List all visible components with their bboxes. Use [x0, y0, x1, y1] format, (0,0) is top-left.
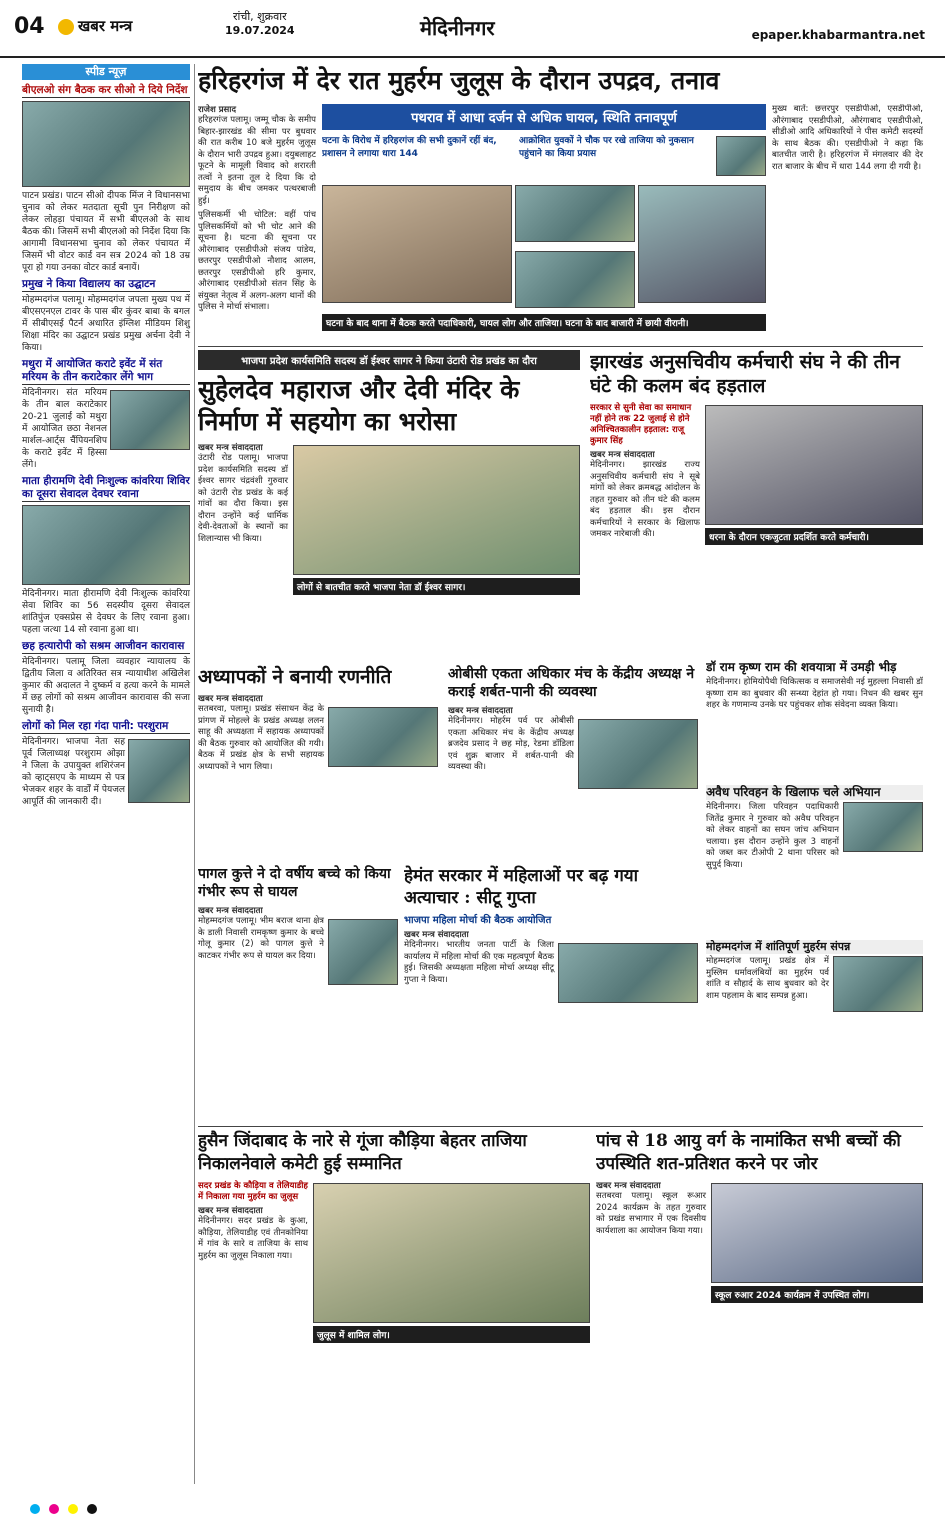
- story-muharram-mohammadganj: [706, 940, 923, 1120]
- story-karmachari-sangh: [590, 350, 923, 655]
- lead-side-col: [772, 104, 923, 344]
- lead-body-2: पुलिसकर्मी भी चोटिल: वहीं पांच पुलिसकर्मियों को भी चोट आने की सूचना है। घटना की सूचना पर औरंगाबाद एसडीपीओ संजय पांडेय, छतरपुर एसडीपीओ नौशाद आलम, छतरपुर एसडीपीओ हरि कुमार, औरंगाबाद एसडीपीओ संतन सिंह के संयुक्त नेतृत्व में अलग-अलग थानों की पुलिस ने मोर्चा संभाला।: [198, 210, 316, 312]
- story-avaidh-parivahan: [706, 785, 923, 935]
- brief-headline: लोगों को मिल रहा गंदा पानी: परशुराम: [22, 720, 190, 734]
- edition-name: मेदिनीनगर: [420, 16, 495, 40]
- story-suheldev: [198, 350, 580, 645]
- brand-logo: [58, 16, 132, 36]
- story-headline: हेमंत सरकार में महिलाओं पर बढ़ गया अत्याचार : सीटू गुप्ता: [404, 866, 639, 908]
- lead-bullet: आक्रोशित युवकों ने चौक पर रखे ताजिया को नुकसान पहुंचाने का किया प्रयास: [519, 136, 694, 159]
- story-photo: [843, 802, 923, 852]
- print-registration-marks: [0, 1501, 945, 1517]
- story-headline: हुसैन जिंदाबाद के नारे से गूंजा कौड़िया बेहतर ताजिया निकालनेवाले कमेटी हुई सम्मानित: [198, 1131, 527, 1174]
- lead-headline-box: [198, 64, 923, 102]
- lead-side-body: मुख्य बातें: छत्तरपुर एसडीपीओ, एसडीपीओ, औरंगाबाद एसडीपीओ, औरंगाबाद एसडीपीओ, सीडीओ आदि अधिकारियों ने पीस कमेटी सदस्यों के साथ बैठक की। एसडीपीओ ने कहा कि बातचीत जारी है। हरिहरगंज में मंगलवार की देर रात बाजार के बीच में धारा 144 लगा दी गयी है।: [772, 104, 923, 172]
- story-caption: जुलूस में शामिल लोग।: [313, 1326, 590, 1343]
- lead-photo-small: [716, 136, 766, 176]
- story-headline: सुहेलदेव महाराज और देवी मंदिर के निर्माण में सहयोग का भरोसा: [198, 375, 520, 436]
- brief-headline: मथुरा में आयोजित कराटे इवेंट में संत मरियम के तीन कराटेकार लेंगे भाग: [22, 358, 190, 385]
- brief-headline: प्रमुख ने किया विद्यालय का उद्घाटन: [22, 278, 190, 292]
- brief-photo: [110, 390, 190, 450]
- story-headline: मोहम्मदगंज में शांतिपूर्ण मुहर्रम संपन्न: [706, 940, 923, 954]
- story-byline: खबर मन्त्र संवाददाता: [590, 450, 655, 460]
- story-caption: स्कूल रुआर 2024 कार्यक्रम में उपस्थित लोग।: [711, 1286, 923, 1303]
- story-body: मेदिनीनगर। झारखंड राज्य अनुसचिवीय कर्मचारी संघ ने सूबे मांगों को लेकर क्रमबद्ध आंदोलन के तहत गुरुवार को तीन घंटे की कलम बंद हड़ताल की। इस दौरान कर्मचारियों ने सरकार के खिलाफ जमकर नारेबाजी की।: [590, 460, 700, 539]
- story-headline: डॉ राम कृष्ण राम की शवयात्रा में उमड़ी भीड़: [706, 660, 897, 674]
- lead-text-col: [198, 104, 316, 344]
- story-body: मेदिनीनगर। सदर प्रखंड के कुआ, कौड़िया, तेलियाडीह एवं तीनकोनिया में गांव के सारे व ताजिया के साथ मुहर्रम का जुलूस निकाला गया।: [198, 1216, 308, 1261]
- story-headline: झारखंड अनुसचिवीय कर्मचारी संघ ने की तीन घंटे की कलम बंद हड़ताल: [590, 351, 900, 397]
- registration-mark-icon: [30, 1504, 40, 1514]
- brief-body: मेदिनीनगर। संत मरियम के तीन बाल कराटेकार 20-21 जुलाई को मथुरा में आयोजित छठा नेशनल मार्शल-आर्ट्स चैंपियनशिप के कराटे इवेंट में हिस्सा लेंगे।: [22, 388, 107, 470]
- story-byline: खबर मन्त्र संवाददाता: [448, 706, 513, 716]
- story-byline: खबर मन्त्र संवाददाता: [404, 930, 469, 940]
- brand-icon: [58, 19, 74, 35]
- story-headline: पागल कुत्ते ने दो वर्षीय बच्चे को किया गंभीर रूप से घायल: [198, 866, 391, 900]
- story-photo: [328, 707, 438, 767]
- speed-news-tag: स्पीड न्यूज़: [22, 64, 190, 80]
- masthead: [0, 0, 945, 58]
- lead-caption: घटना के बाद थाना में बैठक करते पदाधिकारी, घायल लोग और ताजिया। घटना के बाद बाजारी में छायी वीरानी।: [322, 314, 766, 331]
- story-obc: [448, 665, 698, 855]
- story-school-ruaar: [596, 1130, 923, 1485]
- story-caption: धरना के दौरान एकजुटता प्रदर्शित करते कर्मचारी।: [705, 528, 923, 545]
- story-photo: [328, 919, 398, 985]
- story-byline: खबर मन्त्र संवाददाता: [198, 694, 263, 704]
- story-byline: खबर मन्त्र संवाददाता: [198, 1206, 263, 1216]
- story-body: मेदिनीनगर। जिला परिवहन पदाधिकारी जितेंद्र कुमार ने गुरुवार को अवैध परिवहन को लेकर वाहनों का सघन जांच अभियान चलाया। इस दौरान उन्होंने कुल 3 वाहनों को जब्त कर टीओपी 2 थाना परिसर को सुपुर्द किया।: [706, 802, 839, 870]
- story-photo: [833, 956, 923, 1012]
- city-day: रांची, शुक्रवार: [233, 10, 287, 23]
- story-note: सरकार से सुनी सेवा का समाधान नहीं होने तक 22 जुलाई से होने अनिश्चितकालीन हड़ताल: राजू कुमार सिंह: [590, 403, 692, 446]
- brief-photo: [22, 101, 190, 187]
- dateline: [225, 10, 295, 38]
- story-body: सतबरवा पलामू। स्कूल रूआर 2024 कार्यक्रम के तहत गुरुवार को प्रखंड सभागार में एक दिवसीय कार्यशाला का आयोजन किया गया।: [596, 1191, 706, 1236]
- left-column: [22, 64, 190, 1499]
- lead-photo-injured: [515, 185, 635, 242]
- story-byline: खबर मन्त्र संवाददाता: [198, 906, 263, 916]
- brief-body: मेदिनीनगर। भाजपा नेता सह पूर्व जिलाध्यक्ष परशुराम ओझा ने जिला के उपायुक्त शशिरंजन को व्हाट्सएप के माध्यम से पत्र भेजकर शहर के वार्डों में पेयजल आपूर्ति की जानकारी दी।: [22, 737, 125, 807]
- story-photo: [293, 445, 580, 575]
- lead-photo-meeting: [322, 185, 512, 303]
- story-body: मेदिनीनगर। भारतीय जनता पार्टी के जिला कार्यालय में महिला मोर्चा की एक महत्वपूर्ण बैठक हुई। जिसकी अध्यक्षता महिला मोर्चा अध्यक्ष सीटू गुप्ता ने किया।: [404, 940, 554, 985]
- story-headline: ओबीसी एकता अधिकार मंच के केंद्रीय अध्यक्ष ने कराई शर्बत-पानी की व्यवस्था: [448, 666, 695, 700]
- lead-strap: पथराव में आधा दर्जन से अधिक घायल, स्थिति तनावपूर्ण: [322, 104, 766, 130]
- issue-date: 19.07.2024: [225, 24, 295, 37]
- story-adhyapak: [198, 665, 438, 855]
- story-kicker: भाजपा प्रदेश कार्यसमिति सदस्य डॉ ईश्वर सागर ने किया उंटारी रोड प्रखंड का दौरा: [198, 350, 580, 370]
- brief-body: मेदिनीनगर। माता हीरामणि देवी निःशुल्क कांवरिया सेवा शिविर का 56 सदस्यीय दूसरा सेवादल शांतिपुंज एक्सप्रेस से देवघर के लिए रवाना हुआ। पहला जत्था 14 सो रवाना हुआ था।: [22, 589, 190, 635]
- lead-photo-injured: [515, 251, 635, 308]
- registration-mark-icon: [49, 1504, 59, 1514]
- story-body: मेदिनीनगर। होमियोपैथी चिकित्सक व समाजसेवी नई मुहल्ला निवासी डॉ कृष्णा राम का बुधवार की सन्ध्या देहांत हो गया। निधन की खबर सुन शहर के गणमान्य उनके घर पहुंचकर शोक संवेदना व्यक्त किया।: [706, 677, 923, 710]
- story-headline: पांच से 18 आयु वर्ग के नामांकित सभी बच्चों की उपस्थिति शत-प्रतिशत करने पर जोर: [596, 1131, 901, 1174]
- brief-headline: छह हत्यारोपी को सश्रम आजीवन कारावास: [22, 640, 190, 654]
- story-photo: [558, 943, 698, 1003]
- brief-headline: बीएलओ संग बैठक कर सीओ ने दिये निर्देश: [22, 84, 190, 98]
- brief-photo: [22, 505, 190, 585]
- lead-photo-block: [322, 104, 766, 334]
- story-hemant-sarkar: [404, 865, 698, 1120]
- lead-byline: राजेश प्रसाद: [198, 105, 237, 115]
- lead-body: हरिहरगंज पलामू। जम्मू चौक के समीप बिहार-झारखंड की सीमा पर बुधवार की रात करीब 10 बजे मुहर्रम जुलूस के दौरान भारी उपद्रव हुआ। दयुबलाहट फूटने के मामूली विवाद को शरारती तत्वों ने इतना तूल दे दिया कि दो समुदाय के बीच जमकर पत्थरबाजी हुई।: [198, 115, 316, 206]
- story-photo: [705, 405, 923, 525]
- story-pagal-kutta: [198, 865, 398, 1120]
- brief-body: मेदिनीनगर। पलामू जिला व्यवहार न्यायालय के द्वितीय जिला व अतिरिक्त सत्र न्यायाधीश अखिलेश कुमार की अदालत ने दुष्कर्म व हत्या करने के मामले में छह लोगों को सश्रम आजीवन कारावास की सजा सुनायी है।: [22, 657, 190, 715]
- brief-body: पाटन प्रखंड। पाटन सीओ दीपक मिंज ने विधानसभा चुनाव को लेकर मतदाता सूची पुन निरीक्षण को लेकर लोहड़ा पंचायत में सभी बीएलओ के साथ बैठक की। जिसमें सभी बीएलओ को निर्देश दिया कि आगामी विधानसभा चुनाव को लेकर पंचायत में जिसमें भी वोटर कार्ड वन सत्र 2024 को 18 उम्र पूरा हो गया उनका वोटर कार्ड बनायें।: [22, 191, 190, 273]
- brief-photo: [128, 739, 190, 803]
- story-subhead: भाजपा महिला मोर्चा की बैठक आयोजित: [404, 915, 552, 926]
- story-caption: लोगों से बातचीत करते भाजपा नेता डॉ ईश्वर सागर।: [293, 578, 580, 595]
- page-number: 04: [14, 14, 45, 39]
- brief-headline: माता हीरामणि देवी निःशुल्क कांवरिया शिविर का दूसरा सेवादल देवघर रवाना: [22, 475, 190, 500]
- story-body: उंटारी रोड पलामू। भाजपा प्रदेश कार्यसमिति सदस्य डॉ ईश्वर सागर चंद्रवंशी गुरुवार को उंटारी रोड प्रखंड के कई गांवों का दौरा किया। इस दौरान उन्होंने कई धार्मिक देवी-देवताओं के स्थानों का शिलान्यास भी किया।: [198, 453, 288, 544]
- divider: [198, 346, 923, 347]
- registration-mark-icon: [87, 1504, 97, 1514]
- lead-photo-market: [638, 185, 766, 303]
- story-body: मेदिनीनगर। मोहर्रम पर्व पर ओबीसी एकता अधिकार मंच के केंद्रीय अध्यक्ष ब्रजदेव प्रसाद ने छह मोड़, रेडमा डॉडिला एवं शुक्र बाजार में शर्बत-पानी की व्यवस्था की।: [448, 716, 574, 772]
- divider: [198, 1126, 923, 1127]
- story-photo: [711, 1183, 923, 1283]
- brand-name: खबर मन्त्र: [78, 17, 133, 35]
- story-body: मोहम्मदगंज पलामू। भीम बराज थाना क्षेत्र के डाली निवासी रामकृष्ण कुमार के बच्चे गोलू कुमार (2) को पागल कुत्ते ने काटकर गंभीर रूप से घायल कर दिया।: [198, 916, 324, 961]
- column-rule: [194, 64, 195, 1484]
- story-headline: अवैध परिवहन के खिलाफ चले अभियान: [706, 785, 923, 800]
- lead-headline: हरिहरगंज में देर रात मुहर्रम जुलूस के दौरान उपद्रव, तनाव: [198, 66, 720, 95]
- lead-bullet: घटना के विरोध में हरिहरगंज की सभी दुकानें रहीं बंद, प्रशासन ने लगाया धारा 144: [322, 136, 497, 159]
- story-body: सतबरवा, पलामू। प्रखंड संसाधन केंद्र के प्रांगण में मोहल्ले के प्रखंड अध्यक्ष ललन साहू की अध्यक्षता में सहायक अध्यापकों की बैठक गुरुवार को आयोजित की गयी। बैठक में प्रखंड क्षेत्र के सभी सहायक अध्यापकों ने भाग लिया।: [198, 704, 324, 772]
- story-headline: अध्यापकों ने बनायी रणनीति: [198, 666, 392, 688]
- story-byline: खबर मन्त्र संवाददाता: [596, 1181, 661, 1191]
- story-byline: खबर मन्त्र संवाददाता: [198, 443, 263, 453]
- registration-mark-icon: [68, 1504, 78, 1514]
- story-body: मोहम्मदगंज पलामू। प्रखंड क्षेत्र में मुस्लिम धर्मावलंबियों का मुहर्रम पर्व शांति व सौहार्द के साथ बुधवार को देर शाम पहलाम के बाद सम्पन्न हुआ।: [706, 956, 829, 1001]
- story-photo: [578, 719, 698, 789]
- story-photo: [313, 1183, 590, 1323]
- story-kaudiya: [198, 1130, 590, 1485]
- story-note: सदर प्रखंड के कौड़िया व तेलियाडीह में निकाला गया मुहर्रम का जुलूस: [198, 1181, 308, 1202]
- website-link[interactable]: epaper.khabarmantra.net: [751, 28, 925, 42]
- brief-body: मोहम्मदगंज पलामू। मोहम्मदगंज जपला मुख्य पथ में बीएसएनएल टावर के पास बीर कुंवर बाबा के बगल में सीबीएसई पैटर्न अधारित इंग्लिश मीडियम शिशु शिक्षा मंदिर का उद्घाटन प्रखंड प्रमुख अर्चना देवी ने किया।: [22, 295, 190, 353]
- story-shavyatra: [706, 660, 923, 780]
